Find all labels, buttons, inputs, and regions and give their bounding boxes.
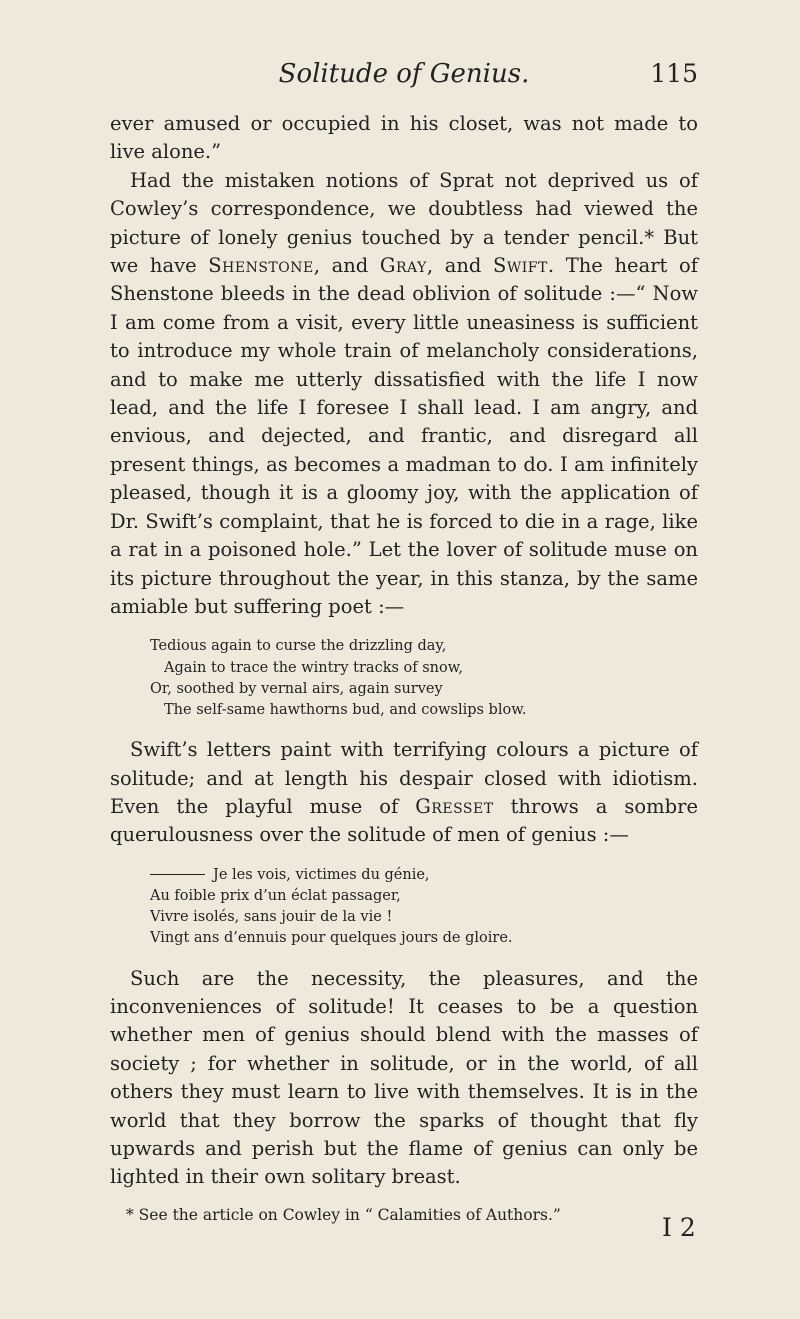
verse-line: The self-same hawthorns bud, and cowslips blow. xyxy=(164,701,527,718)
page-number: 115 xyxy=(650,59,698,88)
verse-line: Au foible prix d’un éclat passager, xyxy=(150,887,401,904)
text-segment: , and xyxy=(313,254,380,278)
verse-shenstone xyxy=(110,636,698,721)
text-segment: Swift’s letters paint with terrifying colours a picture of solitude; and at length his despair closed with idiotism. Even the playful muse of xyxy=(110,738,698,818)
author-name-gresset: Gresset xyxy=(415,794,494,818)
verse-line: Tedious again to curse the drizzling day, xyxy=(150,638,447,655)
author-name-swift: Swift xyxy=(493,254,548,278)
paragraph-swift xyxy=(110,736,698,850)
author-name-gray: Gray xyxy=(379,254,427,278)
paragraph-conclusion: Such are the necessity, the pleasures, and the inconveniences of solitude! It ceases to be a question whether men of genius should blend with the masses of society ; for whether in solitude, or in the world, of all others they must learn to live with themselves. It is in the world that they borrow the sparks of thought that fly upwards and perish but the flame of genius can only be lighted in their own solitary breast. xyxy=(110,966,698,1189)
text-segment: , and xyxy=(426,254,494,278)
text-segment: Had the mistaken notions of Sprat not deprived us of Cowley’s correspondence, we doubtless had viewed the picture of lonely genius touched by a tender pencil.* But we have xyxy=(110,168,698,278)
verse-line: Je les vois, victimes du génie, xyxy=(213,866,430,883)
dash-rule xyxy=(150,874,205,875)
verse-line-first xyxy=(150,865,698,886)
paragraph-continuation: ever amused or occupied in his closet, was not made to live alone.” xyxy=(110,112,698,164)
verse-line: Vivre isolés, sans jouir de la vie ! xyxy=(150,909,393,926)
body-text xyxy=(110,110,698,1226)
verse-gresset xyxy=(110,865,698,950)
footnote: * See the article on Cowley in “ Calamities of Authors.” xyxy=(126,1205,561,1224)
verse-line: Again to trace the wintry tracks of snow, xyxy=(164,659,464,676)
text-segment: . The heart of Shenstone bleeds in the dead oblivion of solitude :—“ Now I am come from a visit, every little uneasiness is sufficient to introduce my whole train of melancholy considerations, and to make me utterly dissatisfied with the life I now lead, and the life I foresee I shall lead. I am angry, and envious, and dejected, and frantic, and disregard all present things, as becomes a madman to do. I am infinitely pleased, though it is a gloomy joy, with the application of Dr. Swift’s complaint, that he is forced to die in a rage, like a rat in a poisoned hole.” Let the lover of solitude muse on its picture throughout the year, in this stanza, by the same amiable but suffering poet :— xyxy=(110,254,699,618)
text-segment: throws a sombre querulousness over the solitude of men of genius :— xyxy=(110,794,698,847)
paragraph-shenstone xyxy=(110,167,698,622)
running-title: Solitude of Genius. xyxy=(278,59,530,89)
verse-line: Vingt ans d’ennuis pour quelques jours de gloire. xyxy=(150,930,513,947)
author-name-shenstone: Shenstone xyxy=(208,254,314,278)
verse-line: Or, soothed by vernal airs, again survey xyxy=(150,680,443,697)
signature-mark: I 2 xyxy=(662,1213,696,1242)
running-head xyxy=(110,54,698,94)
